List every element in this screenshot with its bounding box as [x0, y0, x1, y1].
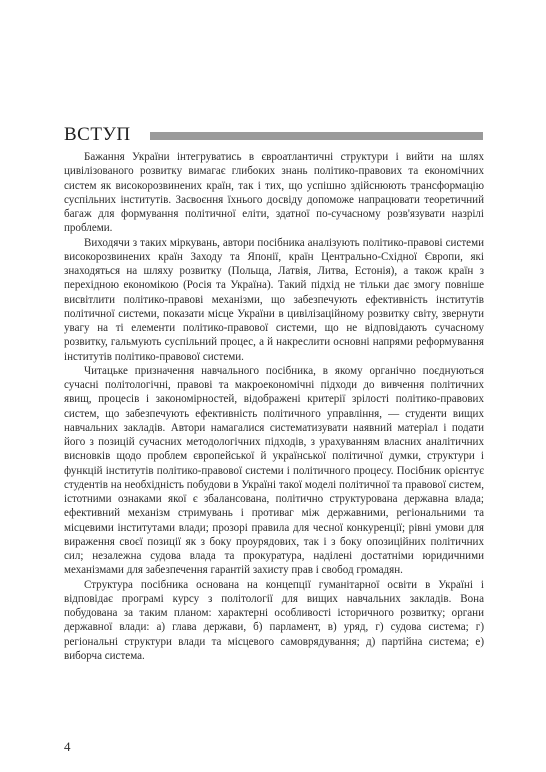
section-title: ВСТУП	[64, 124, 131, 145]
page-number: 4	[64, 739, 71, 754]
paragraph: Структура посібника основана на концепції гуманітарної освіти в Україні і відповідає програмі курсу з політології для вищих навчальних закладів. Вона побудована за таким планом: характерні особливості історичного розвитку; органи державної влади: а) глава держави, б) парламент, в) уряд, г) судова система; г) регіональні структури влади та місцевого самоврядування; д) партійна система; е) виборча система.	[64, 578, 484, 662]
paragraph: Читацьке призначення навчального посібника, в якому органічно поєднуються сучасні політологічні, правові та макроекономічні підходи до вивчення політичних явищ, процесів і закономірностей, відображені критерії зрілості політико-правових систем, що забезпечують ефективність політичного управління, — студенти вищих навчальних закладів. Автори намагалися систематизувати наявний матеріал і подати його з позицій сучасних методологічних підходів, з урахуванням власних аналітичних висновків щодо проблем європейської й української політичної думки, структури і функцій інститутів політико-правової системи і політичного процесу. Посібник орієнтує студентів на необхідність побудови в Україні такої моделі політичної та правової систем, істотними ознаками якої є збалансована, політично структурована державна влада; ефективний механізм стримувань і противаг між державними, регіональними та місцевими інститутами влади; прозорі правила для чесної конкуренції; рівні умови для вираження своєї позиції як з боку проурядових, так і з боку опозиційних політичних сил; незалежна судова влада та прокуратура, наділені достатніми юридичними механізмами для забезпечення гарантій захисту прав і свобод громадян.	[64, 364, 484, 577]
title-rule	[150, 132, 483, 140]
paragraph: Виходячи з таких міркувань, автори посібника аналізують політико-правові системи високорозвинених країн Заходу та Японії, країн Центрально-Східної Європи, які знаходяться на шляху розвитку (Польща, Латвія, Литва, Естонія), а також країн з перехідною економікою (Росія та Україна). Такий підхід не тільки дає змогу повніше висвітлити політико-правові механізми, що забезпечують ефективність інститутів політичної системи, показати місце України в цивілізаційному розвитку світу, звернути увагу на ті елементи політико-правової системи, що не відповідають сучасному розвитку, гальмують суспільний процес, а й накреслити основні напрями реформування інститутів політико-правової системи.	[64, 236, 484, 363]
paragraph: Бажання України інтегруватись в євроатлантичні структури і вийти на шлях цивілізованого розвитку вимагає глибоких знань політико-правових та економічних систем як високорозвинених країн, так і тих, що успішно здійснюють трансформацію суспільних інститутів. Засвоєння їхнього досвіду допоможе напрацювати теоретичний багаж для формування політичної еліти, здатної по-сучасному розв'язувати назрілі проблеми.	[64, 151, 484, 235]
body-text	[64, 150, 484, 663]
